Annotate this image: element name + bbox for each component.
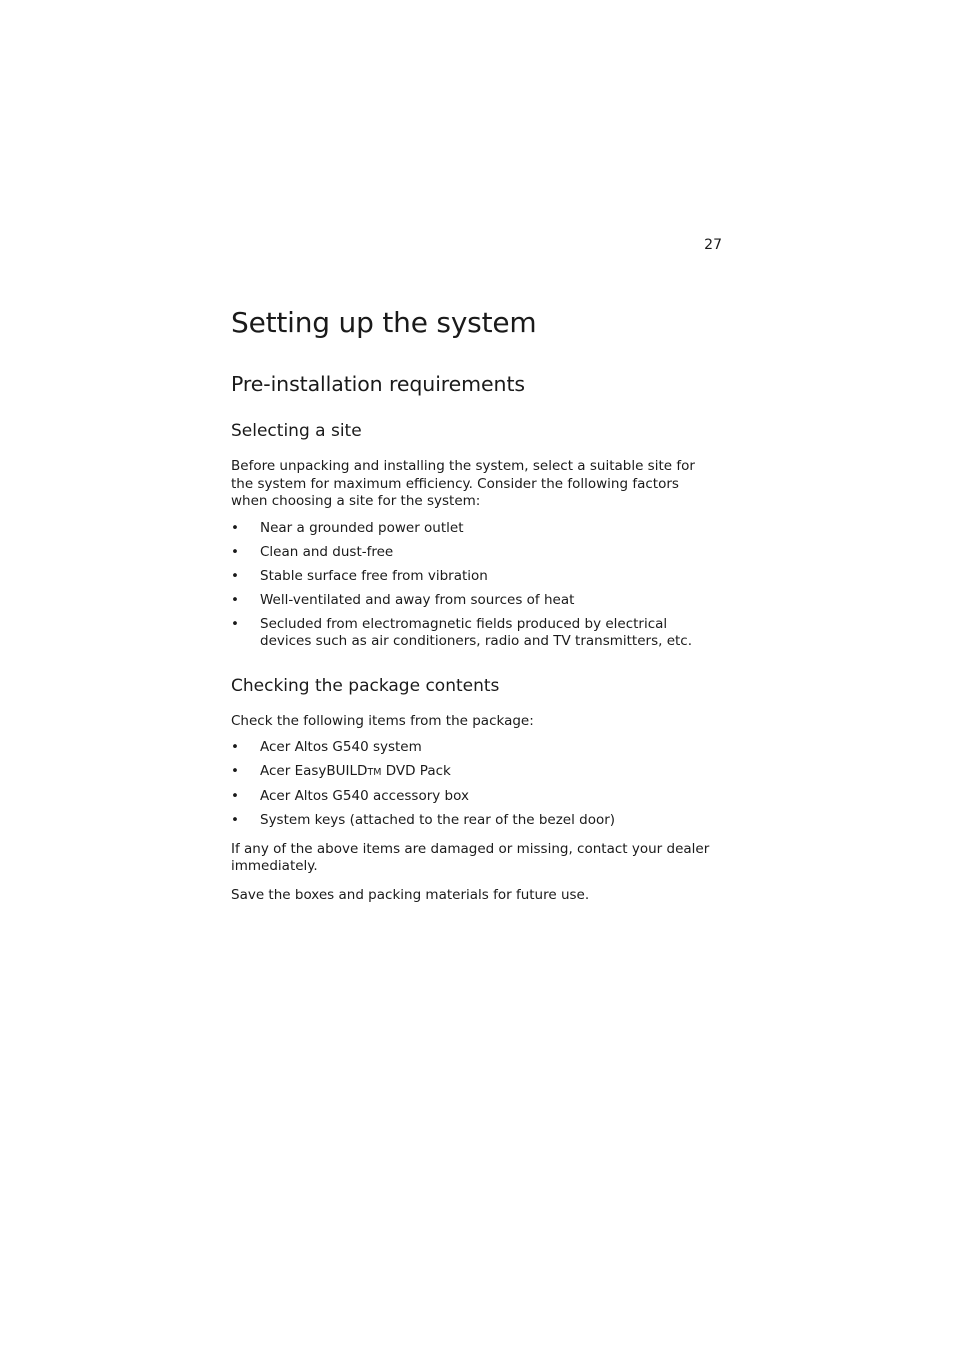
trademark-mark: TM — [367, 767, 382, 778]
bullet-icon: • — [231, 567, 239, 584]
page-number: 27 — [704, 237, 722, 253]
bullet-icon: • — [231, 763, 239, 779]
site-factors-list — [231, 520, 716, 651]
list-item — [231, 520, 716, 538]
list-item-text: Stable surface free from vibration — [260, 567, 488, 584]
site-intro-paragraph: Before unpacking and installing the system, select a suitable site for the system for maximum efficiency. Consider the following factors when choosing a site for the system: — [231, 458, 695, 509]
list-item-text: Clean and dust-free — [260, 543, 394, 560]
package-contents-list — [231, 739, 716, 830]
bullet-icon: • — [231, 739, 239, 755]
bullet-icon: • — [231, 543, 239, 560]
page-title: Setting up the system — [231, 306, 537, 339]
list-item — [231, 812, 716, 830]
bullet-icon: • — [231, 788, 239, 804]
bullet-icon: • — [231, 615, 239, 632]
list-item — [231, 739, 716, 757]
list-item-text: Near a grounded power outlet — [260, 519, 464, 536]
bullet-icon: • — [231, 812, 239, 828]
subsection-heading-package: Checking the package contents — [231, 675, 500, 696]
easybuild-suffix: DVD Pack — [381, 763, 451, 779]
list-item-text-easybuild — [260, 763, 451, 779]
list-item-text: Secluded from electromagnetic fields produced by electrical devices such as air conditioners, radio and TV transmitters, etc. — [260, 615, 693, 649]
list-item — [231, 763, 716, 782]
easybuild-prefix: Acer EasyBUILD — [260, 763, 368, 779]
subsection-heading-site: Selecting a site — [231, 421, 362, 441]
list-item — [231, 544, 716, 562]
section-heading: Pre-installation requirements — [231, 372, 525, 396]
bullet-icon: • — [231, 519, 239, 536]
list-item-text: Acer Altos G540 system — [260, 739, 422, 755]
list-item-text: System keys (attached to the rear of the bezel door) — [260, 812, 616, 828]
list-item — [231, 592, 716, 610]
list-item-text: Well-ventilated and away from sources of heat — [260, 591, 575, 608]
page-content — [231, 303, 716, 904]
list-item — [231, 616, 716, 651]
package-intro-paragraph: Check the following items from the package: — [231, 712, 534, 729]
save-note-paragraph: Save the boxes and packing materials for future use. — [231, 886, 590, 903]
list-item-text: Acer Altos G540 accessory box — [260, 788, 469, 804]
list-item — [231, 568, 716, 586]
bullet-icon: • — [231, 591, 239, 608]
list-item — [231, 788, 716, 806]
damaged-note-paragraph: If any of the above items are damaged or missing, contact your dealer immediately. — [231, 840, 710, 874]
